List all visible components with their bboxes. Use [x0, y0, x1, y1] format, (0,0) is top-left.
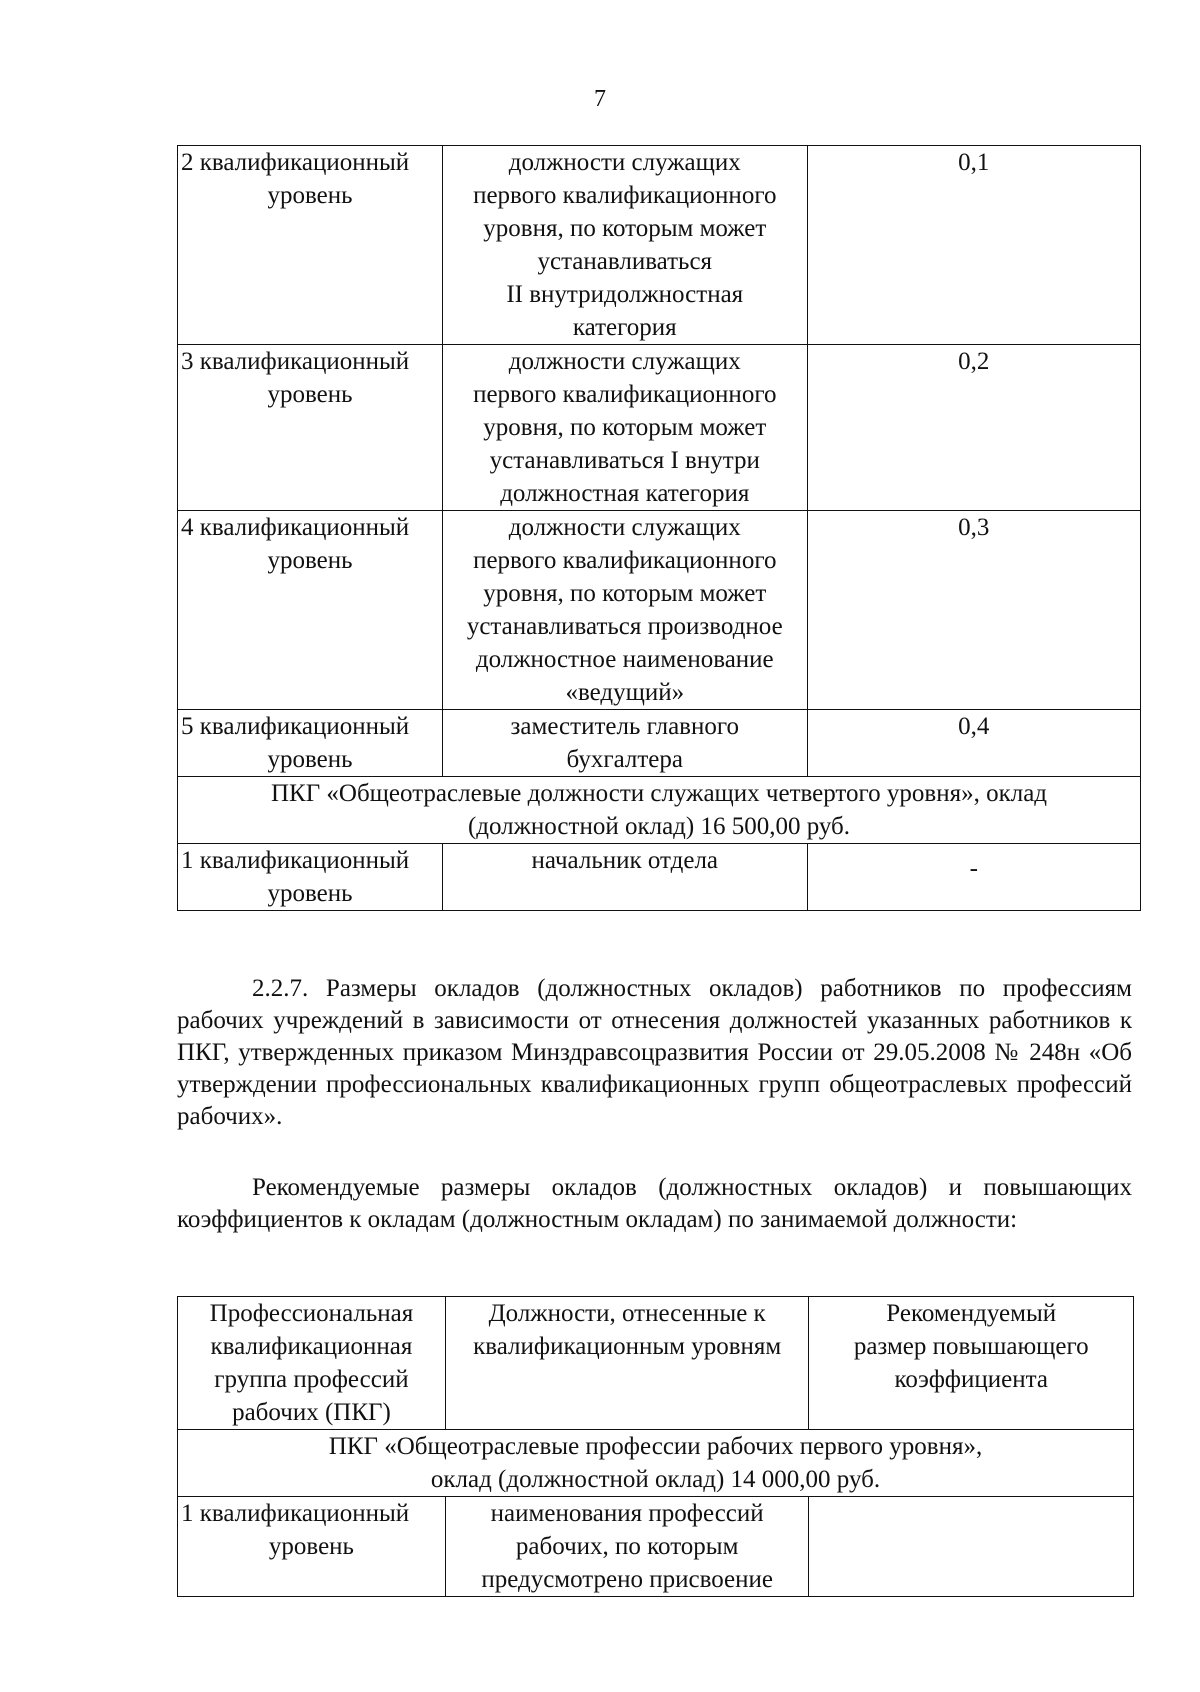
header-cell — [178, 1297, 446, 1430]
qualification-level-word: уровень — [267, 182, 353, 209]
position-cell — [442, 710, 807, 777]
worker-salary-table — [177, 1296, 1134, 1597]
position-text: должности служащих первого квалификационного уровня, по которым может устанавливаться производное должностное наименование «ведущий» — [466, 514, 783, 706]
header-coefficient: Рекомендуемый размер повышающего коэффициента — [853, 1300, 1089, 1393]
qualification-level-cell — [178, 710, 443, 777]
coefficient-value: 0,4 — [958, 713, 990, 740]
qualification-level-word: уровень — [267, 880, 353, 907]
position-cell — [445, 1497, 809, 1597]
qualification-level-label: 5 квалификационный — [181, 713, 410, 740]
qualification-level-word: уровень — [267, 547, 353, 574]
position-text: должности служащих первого квалификационного уровня, по которым может устанавливаться I внутри должностная категория — [473, 348, 777, 507]
position-text: заместитель главного бухгалтера — [510, 713, 739, 773]
table-header-row — [178, 1297, 1134, 1430]
qualification-level-label: 1 квалификационный — [181, 1500, 410, 1527]
table-row — [178, 345, 1141, 511]
qualification-level-label: 4 квалификационный — [181, 514, 410, 541]
position-cell — [442, 844, 807, 911]
qualification-level-cell — [178, 511, 443, 710]
intro-paragraph: Рекомендуемые размеры окладов (должностных окладов) и повышающих коэффициентов к окладам (должностным окладам) по занимаемой должности: — [177, 1174, 1132, 1233]
coefficient-cell — [809, 1497, 1134, 1597]
header-cell — [809, 1297, 1134, 1430]
coefficient-cell — [807, 146, 1140, 345]
qualification-level-label: 2 квалификационный — [181, 149, 410, 176]
group-header-cell — [178, 777, 1141, 844]
table-row — [178, 844, 1141, 911]
group-header-text: ПКГ «Общеотраслевые профессии рабочих первого уровня», оклад (должностной оклад) 14 000,00 руб. — [328, 1433, 983, 1493]
position-text: должности служащих первого квалификационного уровня, по которым может устанавливаться II внутридолжностная категория — [473, 149, 777, 341]
position-cell — [442, 345, 807, 511]
header-cell — [445, 1297, 809, 1430]
table-row — [178, 1497, 1134, 1597]
qualification-level-word: уровень — [267, 746, 353, 773]
coefficient-value: 0,3 — [958, 514, 990, 541]
coefficient-cell — [807, 844, 1140, 911]
qualification-level-cell — [178, 146, 443, 345]
coefficient-cell — [807, 710, 1140, 777]
qualification-level-label: 1 квалификационный — [181, 847, 410, 874]
qualification-level-word: уровень — [267, 381, 353, 408]
coefficient-cell — [807, 345, 1140, 511]
qualification-level-cell — [178, 1497, 446, 1597]
qualification-level-word: уровень — [268, 1533, 354, 1560]
salary-table-continued — [177, 145, 1141, 911]
position-text: наименования профессий рабочих, по которым предусмотрено присвоение — [481, 1500, 773, 1593]
coefficient-value: - — [969, 855, 978, 882]
group-header-row — [178, 777, 1141, 844]
group-header-text: ПКГ «Общеотраслевые должности служащих четвертого уровня», оклад (должностной оклад) 16 500,00 руб. — [270, 780, 1048, 840]
qualification-level-cell — [178, 844, 443, 911]
position-cell — [442, 146, 807, 345]
section-paragraph: 2.2.7. Размеры окладов (должностных окладов) работников по профессиям рабочих учреждений в зависимости от отнесения должностей указанных работников к ПКГ, утвержденных приказом Минздравсоцразвития России от 29.05.2008 № 248н «Об утверждении профессиональных квалификационных групп общеотраслевых профессий рабочих». — [177, 975, 1132, 1130]
page-number: 7 — [594, 86, 606, 112]
qualification-level-label: 3 квалификационный — [181, 348, 410, 375]
table-row — [178, 146, 1141, 345]
qualification-level-cell — [178, 345, 443, 511]
coefficient-cell — [807, 511, 1140, 710]
coefficient-value: 0,1 — [958, 149, 990, 176]
coefficient-value: 0,2 — [958, 348, 990, 375]
group-header-row — [178, 1430, 1134, 1497]
position-cell — [442, 511, 807, 710]
position-text: начальник отдела — [531, 847, 719, 874]
group-header-cell — [178, 1430, 1134, 1497]
header-professional-group: Профессиональная квалификационная группа профессий рабочих (ПКГ) — [209, 1300, 414, 1426]
table-row — [178, 511, 1141, 710]
header-positions: Должности, отнесенные к квалификационным уровням — [473, 1300, 782, 1360]
table-row — [178, 710, 1141, 777]
